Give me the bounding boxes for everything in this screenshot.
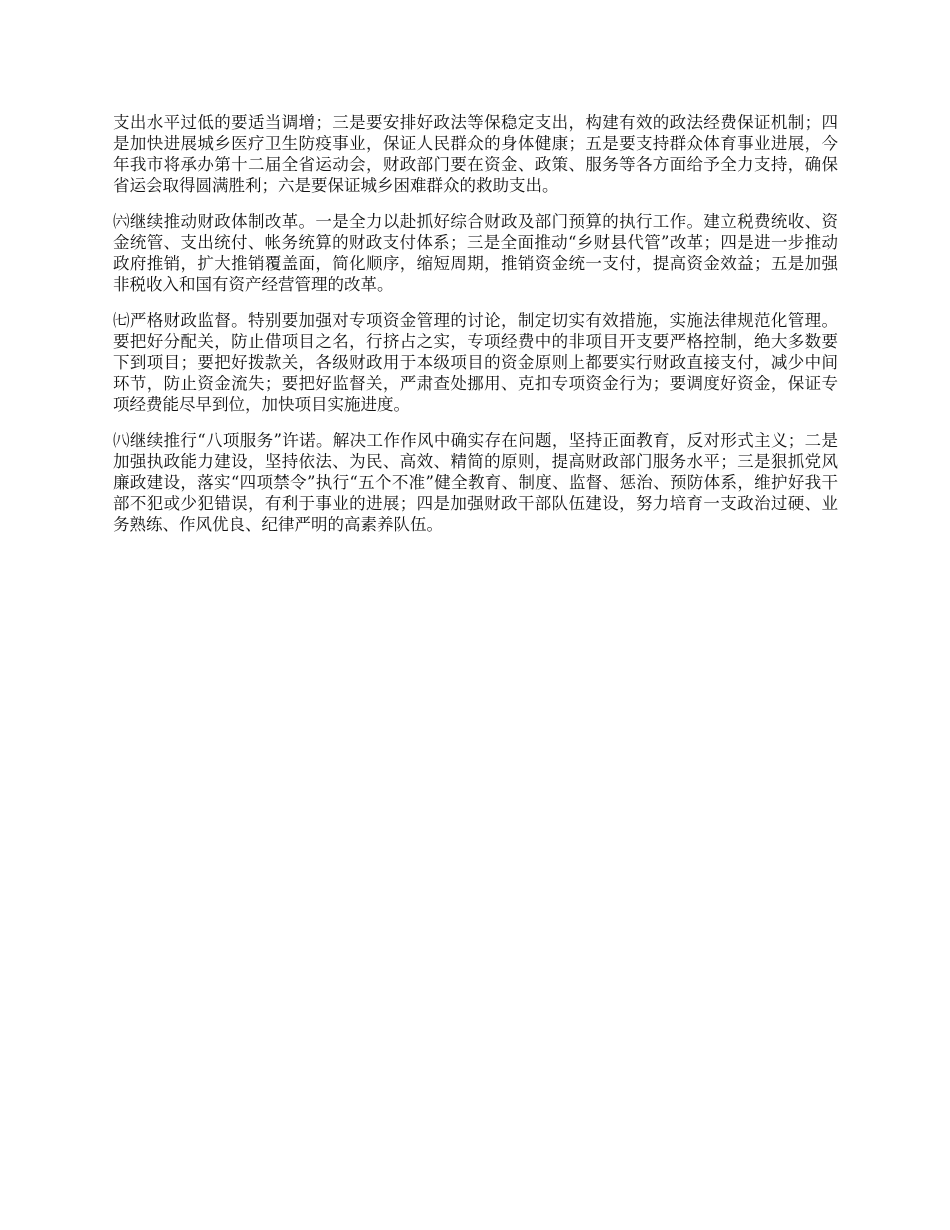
paragraph-expenditure-items: 支出水平过低的要适当调增；三是要安排好政法等保稳定支出，构建有效的政法经费保证机制；四是加快进展城乡医疗卫生防疫事业，保证人民群众的身体健康；五是要支持群众体育事业进展，今年我市将承办第十二届全省运动会，财政部门要在资金、政策、服务等各方面给予全力支持，确保省运会取得圆满胜利；六是要保证城乡困难群众的救助支出。: [113, 113, 838, 195]
document-body: [113, 112, 838, 550]
paragraph-eight-services: ㈧继续推行“八项服务”许诺。解决工作作风中确实存在问题，坚持正面教育，反对形式主义；二是加强执政能力建设，坚持依法、为民、高效、精简的原则，提高财政部门服务水平；三是狠抓党风廉政建设，落实“四项禁令”执行“五个不准”健全教育、制度、监督、惩治、预防体系，维护好我干部不犯或少犯错误，有利于事业的进展；四是加强财政干部队伍建设，努力培育一支政治过硬、业务熟练、作风优良、纪律严明的高素养队伍。: [113, 431, 838, 534]
paragraph-fiscal-reform: ㈥继续推动财政体制改革。一是全力以赴抓好综合财政及部门预算的执行工作。建立税费统收、资金统管、支出统付、帐务统算的财政支付体系；三是全面推动“乡财县代管”改革；四是进一步推动政府推销，扩大推销覆盖面，简化顺序，缩短周期，推销资金统一支付，提高资金效益；五是加强非税收入和国有资产经营管理的改革。: [113, 212, 838, 294]
paragraph-fiscal-supervision: ㈦严格财政监督。特别要加强对专项资金管理的讨论，制定切实有效措施，实施法律规范化管理。要把好分配关，防止借项目之名，行挤占之实，专项经费中的非项目开支要严格控制，绝大多数要下到项目；要把好拨款关，各级财政用于本级项目的资金原则上都要实行财政直接支付，减少中间环节，防止资金流失；要把好监督关，严肃查处挪用、克扣专项资金行为；要调度好资金，保证专项经费能尽早到位，加快项目实施进度。: [113, 311, 838, 414]
